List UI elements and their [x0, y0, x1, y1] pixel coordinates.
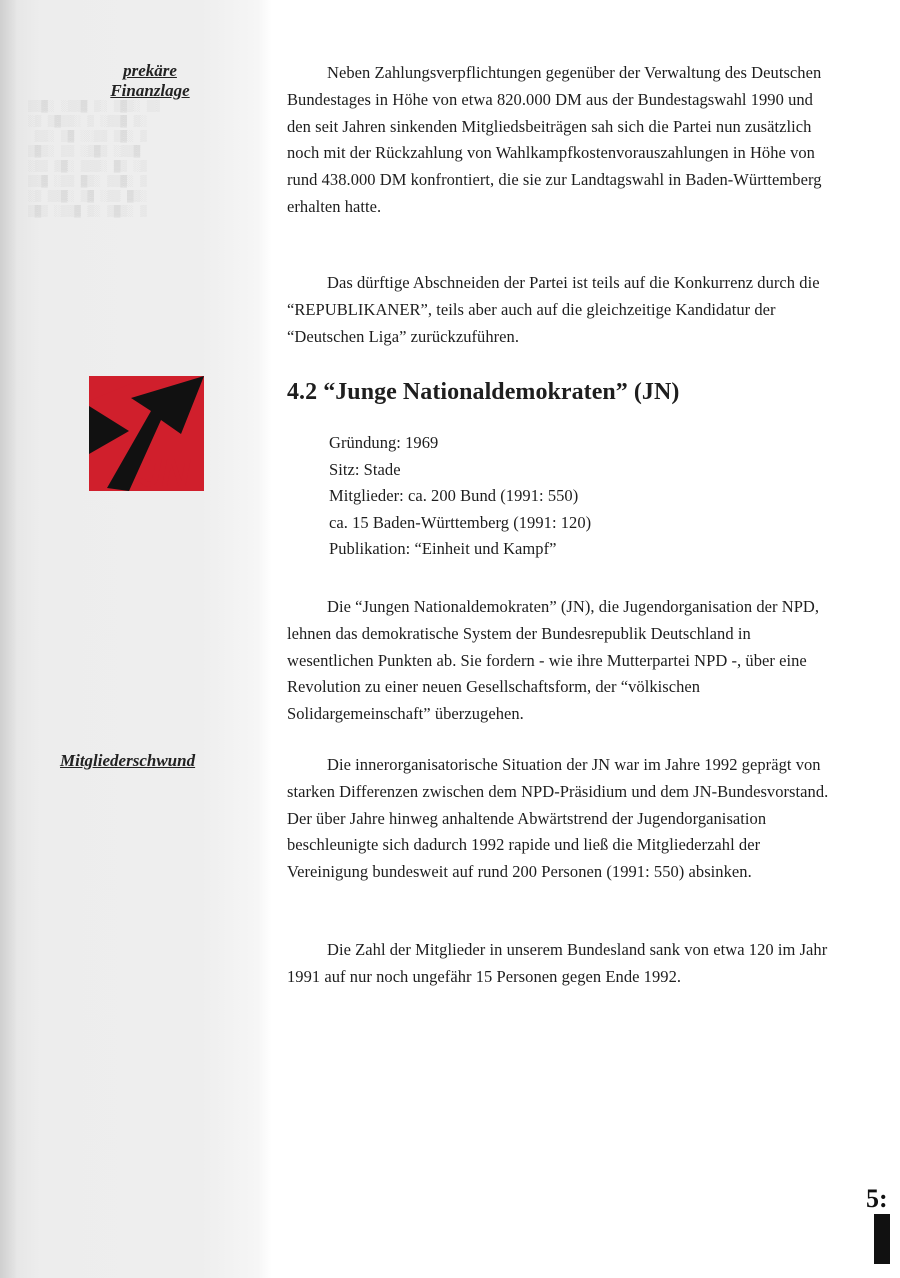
- fact-publikation: Publikation: “Einheit und Kampf”: [329, 539, 557, 558]
- logo-text: JN: [139, 451, 191, 491]
- paragraph-abschneiden: Das dürftige Abschneiden der Partei ist teils auf die Konkurrenz durch die “REPUBLIKANER”, teils aber auch auf die gleichzeitige Kandidatur der “Deutschen Liga” zurückzuführen.: [287, 273, 820, 346]
- page-number: 5:: [866, 1184, 888, 1213]
- margin-note-finanzlage: [95, 61, 205, 101]
- fact-mitglieder-bw: ca. 15 Baden-Württemberg (1991: 120): [329, 512, 592, 532]
- scan-edge-shadow: [0, 0, 16, 1278]
- jn-logo: [89, 376, 204, 491]
- paragraph-bundesland: Die Zahl der Mitglieder in unserem Bundesland sank von etwa 120 im Jahr 1991 auf nur noch ungefähr 15 Personen gegen Ende 1992.: [287, 940, 828, 986]
- bleed-through-texture: ▒▒▓░ ░▒▒▓ ▒░ ▒▓▒░ ▒▒ ░▒ ▒▓▒▒░ ▒ ░▒▒▓ ▒░ ▒▒░ ▒▓ ░░▒▒ ▒▓░ ▒ ▒▓▒░ ▒▒ ░▒▓▒ ░▒▒▓ ░▒▒ ▒▓░ ▒▒▒░ ▓▒ ░▒ ▒▒▓ ░▒▒ ▓▒░ ▒▒▓░ ▒ ░▒ ▒▒▓░ ▒▓ ░▒▒ ▓▒░ ▒▓▒ ░▒▒▓ ▒░ ▒▓▒░ ▒: [28, 101, 161, 218]
- margin-note-prekaere: prekäre: [123, 61, 177, 80]
- fact-mitglieder: Mitglieder: ca. 200 Bund (1991: 550): [329, 486, 579, 505]
- section-heading: 4.2 “Junge Nationaldemokraten” (JN): [287, 379, 680, 405]
- fact-list: [329, 430, 809, 563]
- fact-gruendung: Gründung: 1969: [329, 433, 439, 452]
- margin-note-finanzlage-word: Finanzlage: [110, 81, 190, 100]
- margin-note-mitgliederschwund: Mitgliederschwund: [60, 751, 196, 770]
- fact-sitz: Sitz: Stade: [329, 459, 401, 479]
- paragraph-situation: Die innerorganisatorische Situation der JN war im Jahre 1992 geprägt von starken Differenzen zwischen dem NPD-Präsidium und dem JN-Bundesvorstand. Der über Jahre hinweg anhaltende Abwärtstrend der Jugendorganisation beschleunigte sich dadurch 1992 rapide und ließ die Mitgliederzahl der Vereinigung bundesweit auf rund 200 Personen (1991: 550) absinken.: [287, 755, 829, 882]
- paragraph-jn-description: Die “Jungen Nationaldemokraten” (JN), die Jugendorganisation der NPD, lehnen das demokratische System der Bundesrepublik Deutschland in wesentlichen Punkten ab. Sie fordern - wie ihre Mutterpartei NPD -, über eine Revolution zu einer neuen Gesellschaftsform, der “völkischen Solidargemeinschaft” überzugehen.: [287, 597, 820, 724]
- paragraph-finanzlage: Neben Zahlungsverpflichtungen gegenüber der Verwaltung des Deutschen Bundestages in Höhe von etwa 820.000 DM aus der Bundestagswahl 1990 und den seit Jahren sinkenden Mitgliedsbeiträgen sah sich die Partei nun zusätzlich noch mit der Rückzahlung von Wahlkampfkostenvorauszahlungen in Höhe von rund 438.000 DM konfrontiert, die sie zur Landtagswahl in Baden-Württemberg erhalten hatte.: [287, 63, 822, 216]
- page-edge-bar: [874, 1214, 890, 1264]
